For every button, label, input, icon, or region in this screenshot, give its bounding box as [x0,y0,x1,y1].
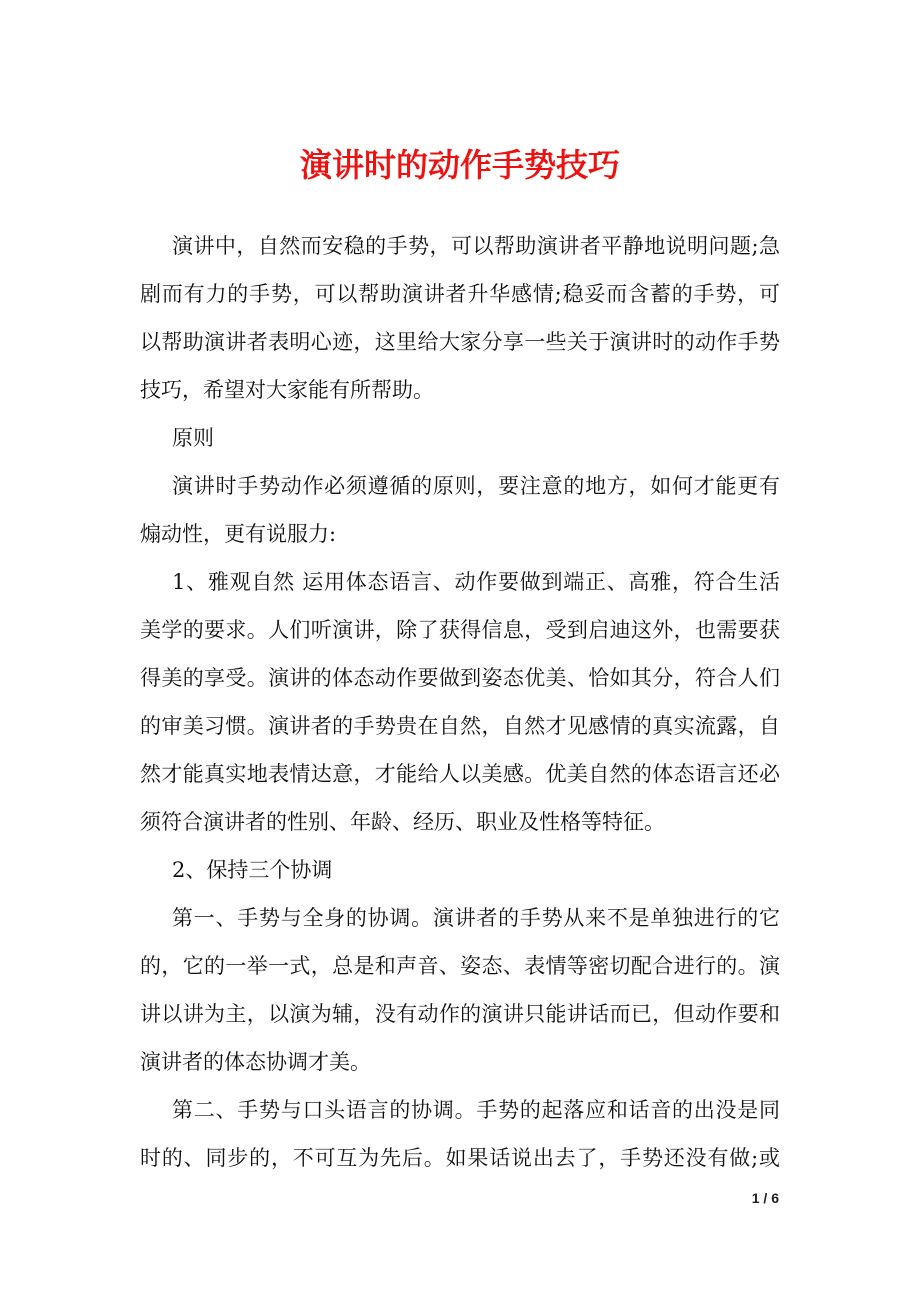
page-number: 1 / 6 [751,1190,779,1206]
text-line: 第二、手势与口头语言的协调。手势的起落应和话音的出没是同 [172,1098,780,1122]
text-line: 演讲中，自然而安稳的手势，可以帮助演讲者平静地说明问题;急 [172,234,780,258]
text-line: 技巧，希望对大家能有所帮助。 [140,378,434,402]
text-line: 然才能真实地表情达意，才能给人以美感。优美自然的体态语言还必 [140,762,780,786]
text-line: 时的、同步的，不可互为先后。如果话说出去了，手势还没有做;或 [140,1146,780,1170]
text-line: 讲以讲为主，以演为辅，没有动作的演讲只能讲话而已，但动作要和 [140,1002,780,1026]
text-line: 煽动性，更有说服力: [140,522,337,546]
text-line: 以帮助演讲者表明心迹，这里给大家分享一些关于演讲时的动作手势 [140,330,780,354]
text-line: 演讲时手势动作必须遵循的原则，要注意的地方，如何才能更有 [172,474,780,498]
text-line: 的审美习惯。演讲者的手势贵在自然，自然才见感情的真实流露，自 [140,714,780,738]
document-body [140,222,780,1182]
text-line: 1、雅观自然 运用体态语言、动作要做到端正、高雅，符合生活 [172,570,780,594]
text-line: 原则 [172,426,214,450]
text-line: 演讲者的体态协调才美。 [140,1050,371,1074]
document-title: 演讲时的动作手势技巧 [299,146,620,184]
text-line: 的，它的一举一式，总是和声音、姿态、表情等密切配合进行的。演 [140,954,780,978]
text-line: 须符合演讲者的性别、年龄、经历、职业及性格等特征。 [140,810,665,834]
text-line: 第一、手势与全身的协调。演讲者的手势从来不是单独进行的它 [172,906,780,930]
text-line: 美学的要求。人们听演讲，除了获得信息，受到启迪这外，也需要获 [140,618,780,642]
paragraph [140,222,780,414]
text-line: 剧而有力的手势，可以帮助演讲者升华感情;稳妥而含蓄的手势，可 [140,282,780,306]
paragraph [140,894,780,1086]
text-line: 得美的享受。演讲的体态动作要做到姿态优美、恰如其分，符合人们 [140,666,780,690]
paragraph [140,1086,780,1182]
paragraph [140,846,780,894]
paragraph [140,462,780,558]
paragraph [140,414,780,462]
paragraph [140,558,780,846]
text-line: 2、保持三个协调 [172,858,333,882]
